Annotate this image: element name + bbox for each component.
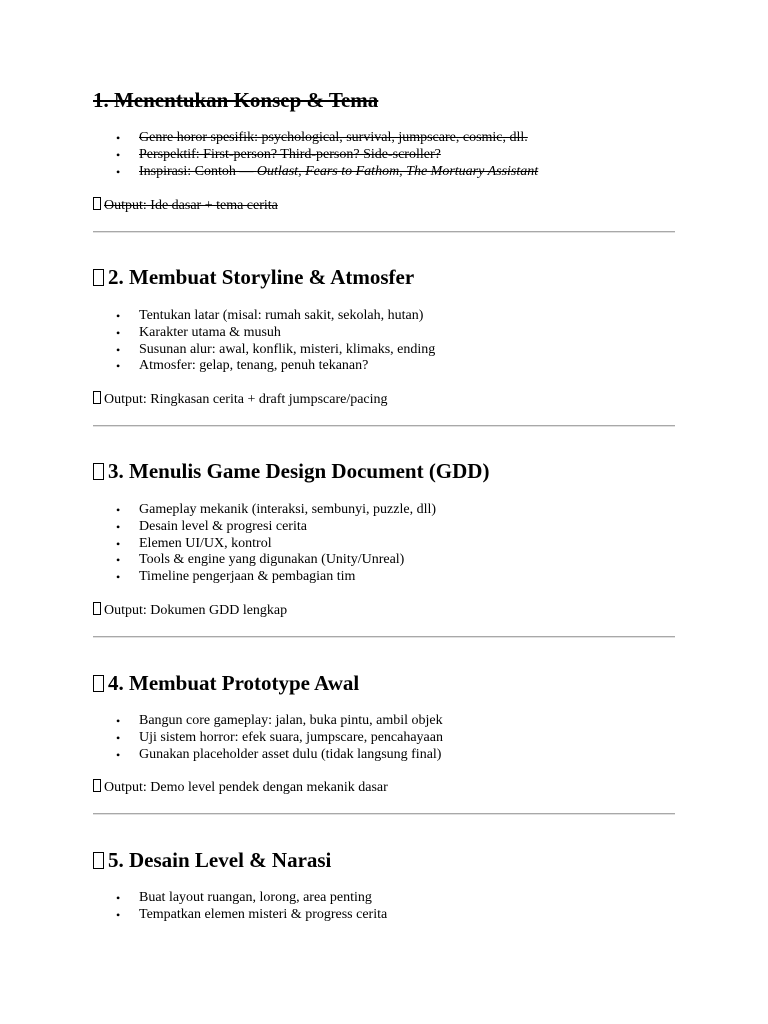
section-1 — [93, 88, 675, 213]
bullet-list — [93, 502, 436, 586]
list-item: • Susunan alur: awal, konflik, misteri, klimaks, ending — [116, 341, 436, 357]
section-5 — [93, 848, 675, 922]
bullet-icon: • — [116, 519, 121, 534]
list-item: • Atmosfer: gelap, tenang, penuh tekanan? — [116, 358, 369, 374]
list-item: • Timeline pengerjaan & pembagian tim — [116, 569, 356, 585]
list-item: • Uji sistem horror: efek suara, jumpscare, pencahayaan — [116, 729, 443, 745]
horizontal-rule — [93, 425, 675, 427]
bullet-icon: • — [116, 714, 121, 728]
emoji-placeholder-icon — [93, 675, 104, 692]
bullet-icon: • — [116, 342, 121, 357]
list-item: • Tempatkan elemen misteri & progress cerita — [116, 906, 388, 922]
bullet-icon: • — [116, 747, 121, 762]
bullet-list — [93, 308, 435, 375]
horizontal-rule — [93, 813, 675, 815]
bullet-icon: • — [116, 536, 121, 551]
list-item: • Desain level & progresi cerita — [116, 518, 307, 534]
bullet-icon: • — [116, 131, 121, 145]
bullet-icon: • — [116, 730, 121, 745]
section-title: 4. Membuat Prototype Awal — [93, 671, 675, 695]
list-item: • Perspektif: First-person? Third-person? Side-scroller? — [116, 146, 441, 162]
section-output: Output: Demo level pendek dengan mekanik dasar — [93, 779, 388, 796]
bullet-list — [93, 130, 538, 180]
list-item: • Elemen UI/UX, kontrol — [116, 535, 272, 551]
bullet-icon: • — [116, 553, 121, 568]
bullet-icon: • — [116, 359, 121, 374]
section-3 — [93, 459, 675, 618]
bullet-icon: • — [116, 164, 121, 179]
section-title: 2. Membuat Storyline & Atmosfer — [93, 265, 675, 289]
bullet-icon: • — [116, 907, 121, 922]
emoji-placeholder-icon — [93, 391, 101, 404]
emoji-placeholder-icon — [93, 779, 101, 792]
list-item: • Tentukan latar (misal: rumah sakit, sekolah, hutan) — [116, 308, 424, 323]
list-item: • Karakter utama & musuh — [116, 324, 281, 340]
emoji-placeholder-icon — [93, 852, 104, 869]
horizontal-rule — [93, 636, 675, 638]
section-output: Output: Dokumen GDD lengkap — [93, 602, 287, 619]
horizontal-rule — [93, 231, 675, 233]
section-title: 3. Menulis Game Design Document (GDD) — [93, 459, 675, 483]
list-item: • Gunakan placeholder asset dulu (tidak langsung final) — [116, 746, 442, 762]
emoji-placeholder-icon — [93, 269, 104, 286]
bullet-icon: • — [116, 891, 121, 905]
bullet-icon: • — [116, 309, 121, 323]
section-output: Output: Ide dasar + tema cerita — [93, 197, 278, 214]
bullet-icon: • — [116, 325, 121, 340]
bullet-icon: • — [116, 147, 121, 162]
emoji-placeholder-icon — [93, 463, 104, 480]
list-item: • Bangun core gameplay: jalan, buka pintu, ambil objek — [116, 713, 443, 728]
section-4 — [93, 671, 675, 795]
section-title: 5. Desain Level & Narasi — [93, 848, 675, 872]
list-item: • Buat layout ruangan, lorong, area penting — [116, 890, 372, 905]
list-item: • Gameplay mekanik (interaksi, sembunyi, puzzle, dll) — [116, 502, 437, 517]
emoji-placeholder-icon — [93, 197, 101, 210]
section-title: 1. Menentukan Konsep & Tema — [93, 88, 379, 112]
bullet-icon: • — [116, 503, 121, 517]
bullet-list — [93, 713, 443, 763]
list-item: • Genre horor spesifik: psychological, survival, jumpscare, cosmic, dll. — [116, 130, 528, 145]
section-2 — [93, 265, 675, 407]
bullet-list — [93, 890, 387, 924]
section-output: Output: Ringkasan cerita + draft jumpscare/pacing — [93, 391, 388, 408]
bullet-icon: • — [116, 570, 121, 585]
emoji-placeholder-icon — [93, 602, 101, 615]
list-item: • Tools & engine yang digunakan (Unity/Unreal) — [116, 552, 405, 568]
list-item: • Inspirasi: Contoh — Outlast, Fears to Fathom, The Mortuary Assistant — [116, 163, 539, 179]
